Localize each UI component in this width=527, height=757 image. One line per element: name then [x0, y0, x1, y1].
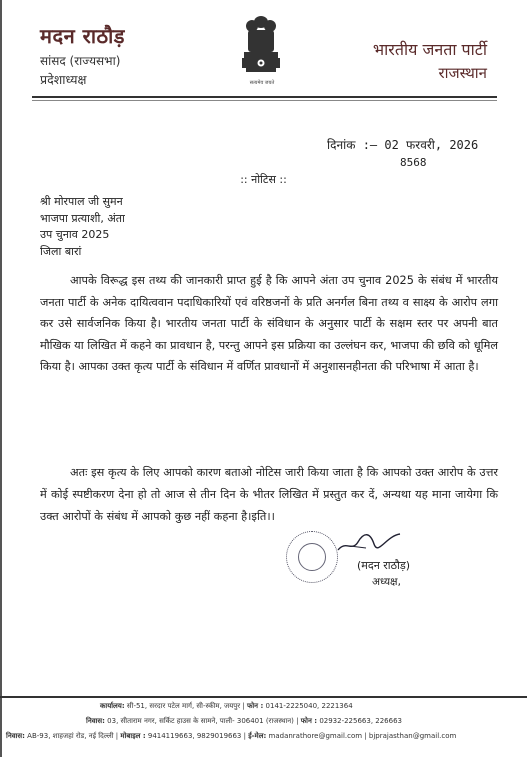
footer-label: फोन :: [246, 702, 264, 710]
footer-value: 0141-2225040, 2221364: [265, 702, 353, 710]
footer-email: madanrathore@gmail.com: [268, 732, 363, 740]
handwritten-signature-icon: [336, 526, 402, 558]
footer-value: 02932-225663, 226663: [319, 717, 402, 725]
signatory-name: (मदन राठौड़): [357, 559, 411, 572]
footer-label: मोबाइल :: [120, 732, 146, 740]
party-name: भारतीय जनता पार्टी: [372, 40, 487, 59]
footer-label: ई-मेल:: [248, 732, 267, 740]
footer-email: bjprajasthan@gmail.com: [368, 732, 457, 740]
sender-role: सांसद (राज्यसभा): [40, 54, 121, 68]
page-edge: [0, 0, 2, 757]
notice-title: :: नोटिस ::: [240, 173, 287, 186]
footer-rule: [0, 696, 527, 698]
header-rule: [32, 96, 497, 98]
footer-value: 03, सीताराम नगर, सर्किट हाउस के सामने, पाली- 306401 (राजस्थान): [107, 717, 294, 725]
letter-date: दिनांक :– 02 फरवरी, 2026: [327, 138, 479, 152]
sender-name: मदन राठौड़: [40, 24, 126, 48]
footer-office: कार्यालय: सी-51, सरदार पटेल मार्ग, सी-स्कीम, जयपुर | फोन : 0141-2225040, 2221364: [100, 702, 353, 710]
address-line: जिला बारां: [40, 244, 82, 258]
reference-number: 8568: [400, 156, 427, 169]
footer-residence: निवास: 03, सीताराम नगर, सर्किट हाउस के सामने, पाली- 306401 (राजस्थान) | फोन : 02932-225663, 226663: [86, 717, 402, 725]
address-line: भाजपा प्रत्याशी, अंता: [40, 211, 125, 225]
body-paragraph: अतः इस कृत्य के लिए आपको कारण बताओ नोटिस जारी किया जाता है कि आपको उक्त आरोप के उत्तर में कोई स्पष्टीकरण देना हो तो आज से तीन दिन के भीतर लिखित में प्रस्तुत कर दें, अन्यथा यह माना जायेगा कि उक्त आरोपों के संबंध में आपको कुछ नहीं कहना है।इति।।: [40, 466, 498, 523]
body-paragraph: आपके विरूद्ध इस तथ्य की जानकारी प्राप्त हुई है कि आपने अंता उप चुनाव 2025 के संबंध में भारतीय जनता पार्टी के अनेक दायित्ववान पदाधिकारियों एवं वरिष्ठजनों के प्रति अनर्गल बिना तथ्य व साक्ष्य के आरोप लगा कर उसे सार्वजनिक किया है। भारतीय जनता पार्टी के संविधान के अनुसार पार्टी के सक्षम स्तर पर अपनी बात मौखिक या लिखित में कहने का प्रावधान है, परन्तु आपने इस प्रक्रिया का उल्लंघन कर, भाजपा की छवि को धूमिल किया है। आपका उक्त कृत्य पार्टी के संविधान में वर्णित प्रावधानों में अनुशासनहीनता की परिभाषा में आता है।: [40, 274, 498, 374]
footer-label: कार्यालय:: [100, 702, 125, 710]
footer-label: निवास:: [86, 717, 105, 725]
footer-label: निवास:: [6, 732, 25, 740]
address-line: श्री मोरपाल जी सुमन: [40, 195, 123, 208]
national-emblem-icon: [236, 10, 286, 90]
header-rule-thin: [32, 100, 497, 101]
footer-value: 9414119663, 9829019663: [147, 732, 242, 740]
footer-label: फोन :: [300, 717, 318, 725]
address-line: उप चुनाव 2025: [40, 228, 110, 241]
recipient-address: [40, 194, 125, 260]
footer-delhi: निवास: AB-93, शाहजहां रोड, नई दिल्ली | मोबाइल : 9414119663, 9829019663 | ई-मेल: madanrathore@gmail.com | bjprajasthan@gmail.com: [6, 732, 457, 740]
emblem-caption: सत्यमेव जयते: [249, 80, 275, 86]
footer-value: AB-93, शाहजहां रोड, नई दिल्ली: [27, 732, 114, 740]
sender-post: प्रदेशाध्यक्ष: [40, 72, 87, 87]
office-seal-inner: [298, 543, 326, 571]
signatory-title: अध्यक्ष,: [372, 576, 401, 588]
footer-value: सी-51, सरदार पटेल मार्ग, सी-स्कीम, जयपुर: [126, 702, 241, 710]
party-state: राजस्थान: [438, 64, 487, 82]
